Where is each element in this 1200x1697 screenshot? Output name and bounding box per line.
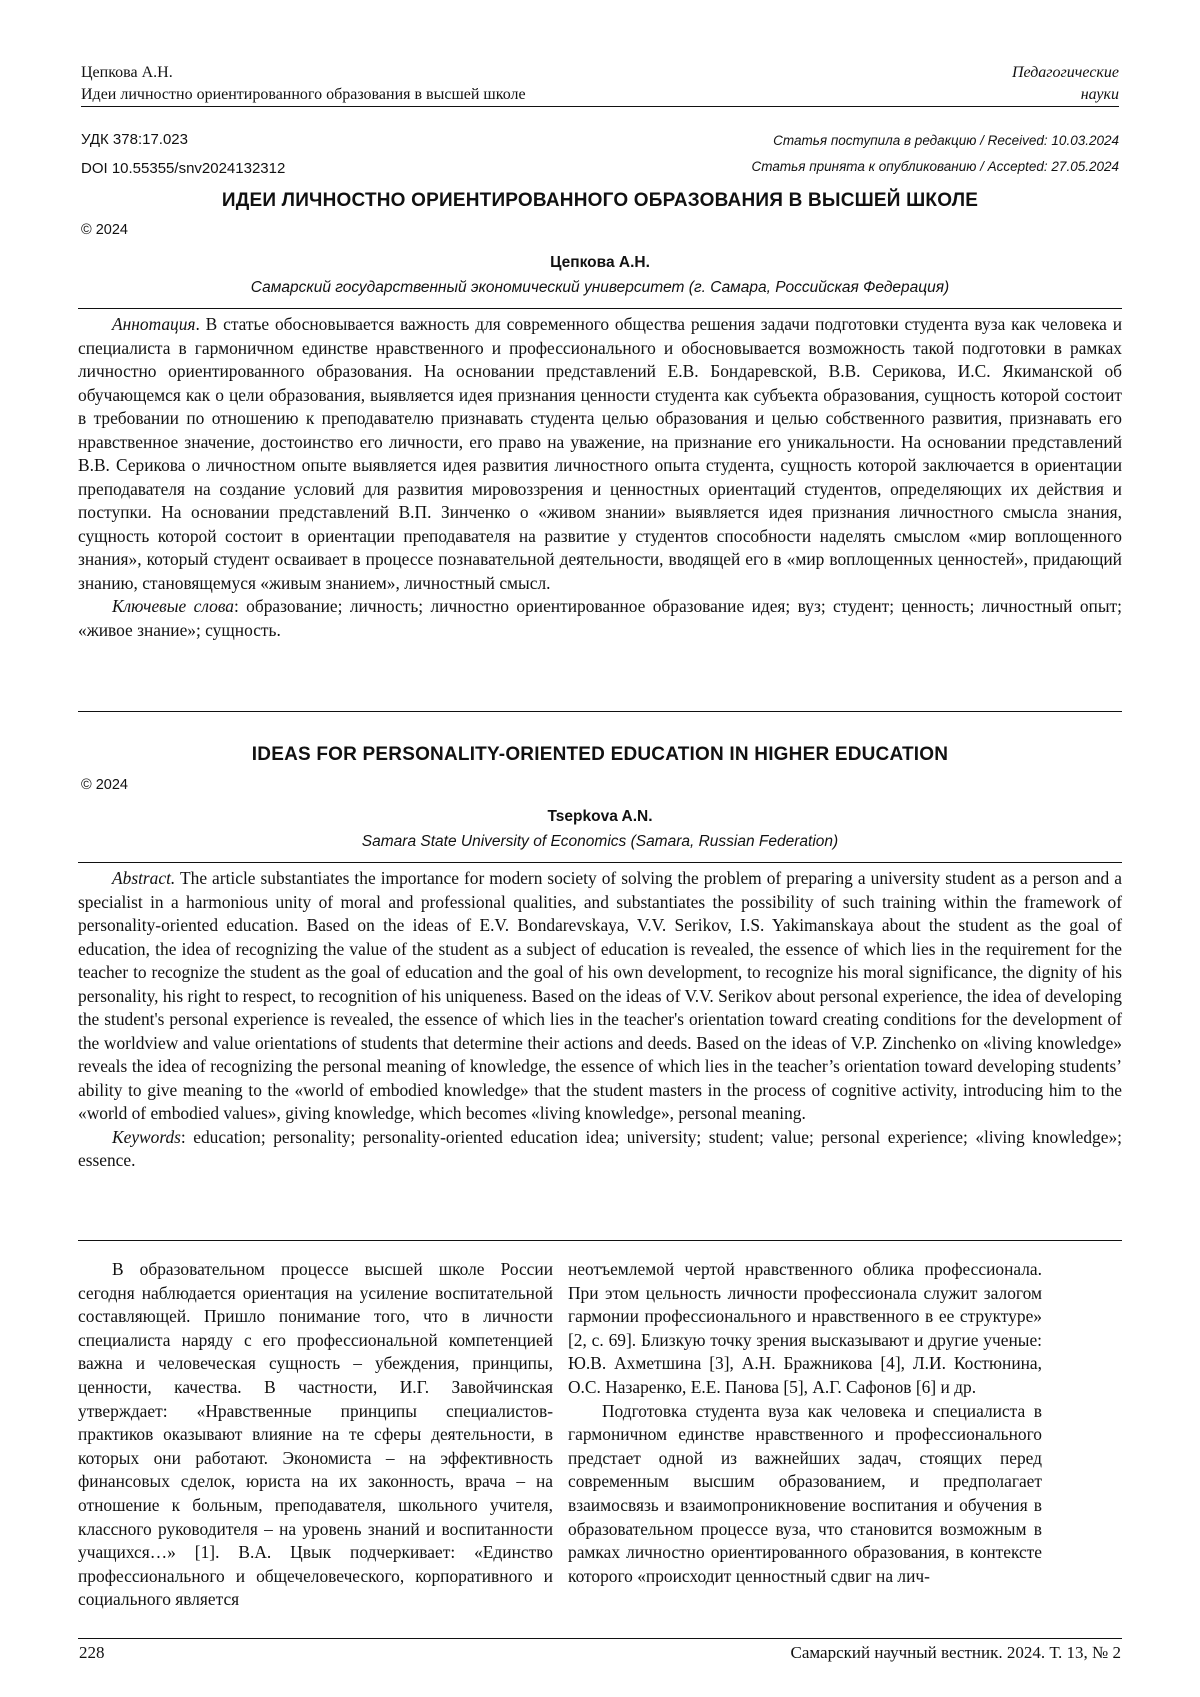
body-column-left	[78, 1258, 553, 1612]
en-author: Tsepkova A.N.	[81, 808, 1119, 826]
udc-code: УДК 378:17.023	[81, 125, 285, 154]
running-header-right	[1012, 62, 1119, 106]
ru-abstract-top-rule	[78, 308, 1122, 309]
ru-abstract-block	[78, 313, 1122, 642]
en-keywords-text: : education; personality; personality-oriented education idea; university; student; value; personal experience; «living knowledge»; essence.	[78, 1127, 1122, 1171]
en-abstract-text: The article substantiates the importance for modern society of solving the problem of preparing a university student as a person and a specialist in a harmonious unity of moral and professional qualities, and substantiates the possibility of such training within the framework of personality-oriented education. Based on the ideas of E.V. Bondarevskaya, V.V. Serikov, I.S. Yakimanskaya about the student as the goal of education, the idea of recognizing the value of the student as a subject of education is revealed, the essence of which lies in the requirement for the teacher to recognize the student as the goal of education and the goal of his own development, to recognize his moral significance, the dignity of his personality, his right to respect, to recognition of his uniqueness. Based on the ideas of V.V. Serikov about personal experience, the idea of developing the student's personal experience is revealed, the essence of which lies in the teacher's orientation toward creating conditions for the development of the worldview and value orientations of students that determine their actions and deeds. Based on the ideas of V.P. Zinchenko on «living knowledge» reveals the idea of recognizing the personal meaning of knowledge, the essence of which lies in the teacher’s orientation toward developing students’ ability to give meaning to the «world of embodied knowledge» that the student masters in the process of cognitive activity, introducing him to the «world of embodied values», giving knowledge, which becomes «living knowledge», personal meaning.	[78, 868, 1122, 1123]
ru-abstract	[78, 313, 1122, 595]
ru-author: Цепкова А.Н.	[81, 254, 1119, 272]
en-abstract-bottom-rule	[78, 1240, 1122, 1241]
footer-divider	[78, 1638, 1122, 1639]
header-section-line1: Педагогические	[1012, 62, 1119, 84]
received-date: Статья поступила в редакцию / Received: 10.03.2024	[752, 128, 1119, 154]
ru-keywords-text: : образование; личность; личностно ориентированное образование идея; вуз; студент; ценность; личностный опыт; «живое знание»; сущность.	[78, 596, 1122, 640]
ru-affiliation: Самарский государственный экономический университет (г. Самара, Российская Федерация)	[81, 279, 1119, 297]
header-divider	[81, 106, 1119, 107]
doi: DOI 10.55355/snv2024132312	[81, 154, 285, 183]
ru-keywords	[78, 595, 1122, 642]
en-abstract-top-rule	[78, 862, 1122, 863]
en-affiliation: Samara State University of Economics (Samara, Russian Federation)	[81, 833, 1119, 851]
en-abstract	[78, 867, 1122, 1126]
body-paragraph-continued: неотъемлемой чертой нравственного облика професcионала. При этом цельность личности профессионала служит залогом гармонии профессионального и нравственного в ее структуре» [2, с. 69]. Близкую точку зрения высказывают и другие ученые: Ю.В. Ахметшина [3], А.Н. Бражникова [4], Л.И. Костюнина, О.С. Назаренко, Е.Е. Панова [5], А.Г. Сафонов [6] и др.	[568, 1258, 1042, 1400]
running-header-left	[81, 62, 526, 106]
header-author: Цепкова А.Н.	[81, 62, 526, 84]
ru-copyright: © 2024	[81, 222, 128, 238]
en-copyright: © 2024	[81, 777, 128, 793]
en-abstract-block	[78, 867, 1122, 1173]
body-column-right	[568, 1258, 1042, 1588]
article-identifiers	[81, 125, 285, 183]
en-keywords-label: Keywords	[112, 1127, 181, 1147]
body-paragraph: В образовательном процессе высшей школе России сегодня наблюдается ориентация на усиление воспитательной составляющей. Пришло понимание того, что в личности специалиста наряду с его профессиональной компетенцией важна и человеческая сущность – убеждения, принципы, ценности, качества. В частности, И.Г. Завойчинская утверждает: «Нравственные принципы специалистов-практиков оказывают влияние на те сферы деятельности, в которых они работают. Экономиста – на эффективность финансовых сделок, юриста на их законность, врача – на отношение к больным, преподавателя, школьного учителя, классного руководителя – на уровень знаний и воспитанности учащихся…» [1]. В.А. Цвык подчеркивает: «Единство профессионального и общечеловеческого, корпоративного и социального является	[78, 1258, 553, 1612]
body-paragraph: Подготовка студента вуза как человека и специалиста в гармоничном единстве нравственного и профессионального предстает одной из важнейших задач, стоящих перед современным высшим образованием, и предполагает взаимосвязь и взаимопроникновение воспитания и обучения в образовательном процессе вуза, что становится возможным в рамках личностно ориентированного образования, в контексте которого «происходит ценностный сдвиг на лич-	[568, 1400, 1042, 1589]
ru-keywords-label: Ключевые слова	[112, 596, 234, 616]
journal-citation: Самарский научный вестник. 2024. Т. 13, № 2	[791, 1643, 1122, 1663]
page-number: 228	[79, 1643, 105, 1663]
en-abstract-label: Abstract.	[112, 868, 175, 888]
header-section-line2: науки	[1012, 84, 1119, 106]
en-keywords	[78, 1126, 1122, 1173]
header-running-title: Идеи личностно ориентированного образования в высшей школе	[81, 84, 526, 106]
journal-page	[0, 0, 1200, 1697]
accepted-date: Статья принята к опубликованию / Accepted: 27.05.2024	[752, 154, 1119, 180]
ru-abstract-bottom-rule	[78, 711, 1122, 712]
en-title: IDEAS FOR PERSONALITY-ORIENTED EDUCATION IN HIGHER EDUCATION	[81, 744, 1119, 766]
article-dates	[752, 128, 1119, 180]
ru-abstract-text: . В статье обосновывается важность для современного общества решения задачи подготовки студента вуза как человека и специалиста в гармоничном единстве нравственного и профессионального и обосновывается возможность такой подготовки в рамках личностно ориентированного образования. На основании представлений Е.В. Бондаревской, В.В. Серикова, И.С. Якиманской об обучающемся как о цели образования, выявляется идея признания ценности студента как субъекта образования, сущность которой состоит в требовании по отношению к преподавателю признавать студента целью образования и целью собственного развития, признавать его нравственное значение, достоинство его личности, его право на уважение, на признание его уникальности. На основании представлений В.В. Серикова о личностном опыте выявляется идея развития личностного опыта студента, сущность которой заключается в ориентации преподавателя на создание условий для развития мировоззрения и ценностных ориентаций студентов, определяющих их действия и поступки. На основании представлений В.П. Зинченко о «живом знании» выявляется идея признания личностного смысла знания, сущность которой состоит в ориентации преподавателя на развитие у студентов способности наделять смыслом «мир воплощенного знания», который студент осваивает в процессе познавательной деятельности, вводящей его в «мир воплощенных ценностей», придающий знанию, становящемуся «живым знанием», личностный смысл.	[78, 314, 1122, 593]
ru-abstract-label: Аннотация	[112, 314, 196, 334]
ru-title: ИДЕИ ЛИЧНОСТНО ОРИЕНТИРОВАННОГО ОБРАЗОВАНИЯ В ВЫСШЕЙ ШКОЛЕ	[81, 190, 1119, 212]
